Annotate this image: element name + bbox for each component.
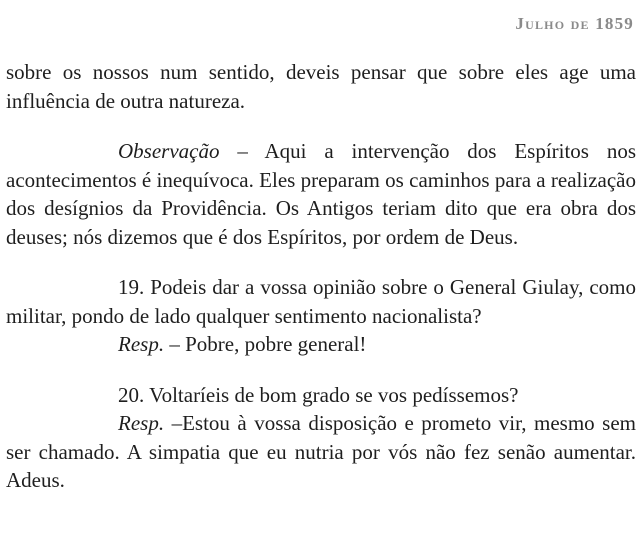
- response-20-label: Resp.: [118, 411, 165, 435]
- response-19: [6, 330, 636, 359]
- paragraph-gap: [6, 251, 636, 273]
- observation-label: Observação: [118, 139, 220, 163]
- observation-text: – Aqui a intervenção dos Espíritos nos acontecimentos é inequívoca. Eles preparam os caminhos para a realização dos desígnios da Providência. Os Antigos teriam dito que era obra dos deuses; nós dizemos que é dos Espíritos, por ordem de Deus.: [6, 139, 636, 249]
- question-20: 20. Voltaríeis de bom grado se vos pedíssemos?: [118, 382, 519, 407]
- document-body: [6, 58, 636, 495]
- response-20-text: –Estou à vossa disposição e prometo vir, mesmo sem ser chamado. A simpatia que eu nutria por vós não fez senão aumentar. Adeus.: [6, 411, 636, 492]
- response-19-text: – Pobre, pobre general!: [164, 332, 367, 356]
- running-head: Julho de 1859: [515, 14, 634, 33]
- question-19: 19. Podeis dar a vossa opinião sobre o General Giulay, como militar, pondo de lado qualquer sentimento nacionalista?: [6, 275, 636, 328]
- paragraph-gap: [6, 115, 636, 137]
- paragraph-continuation: sobre os nossos num sentido, deveis pensar que sobre eles age uma influência de outra natureza.: [6, 60, 636, 113]
- response-20: [6, 409, 636, 495]
- observation-paragraph: [6, 137, 636, 251]
- paragraph-gap: [6, 359, 636, 381]
- response-19-label: Resp.: [118, 332, 165, 356]
